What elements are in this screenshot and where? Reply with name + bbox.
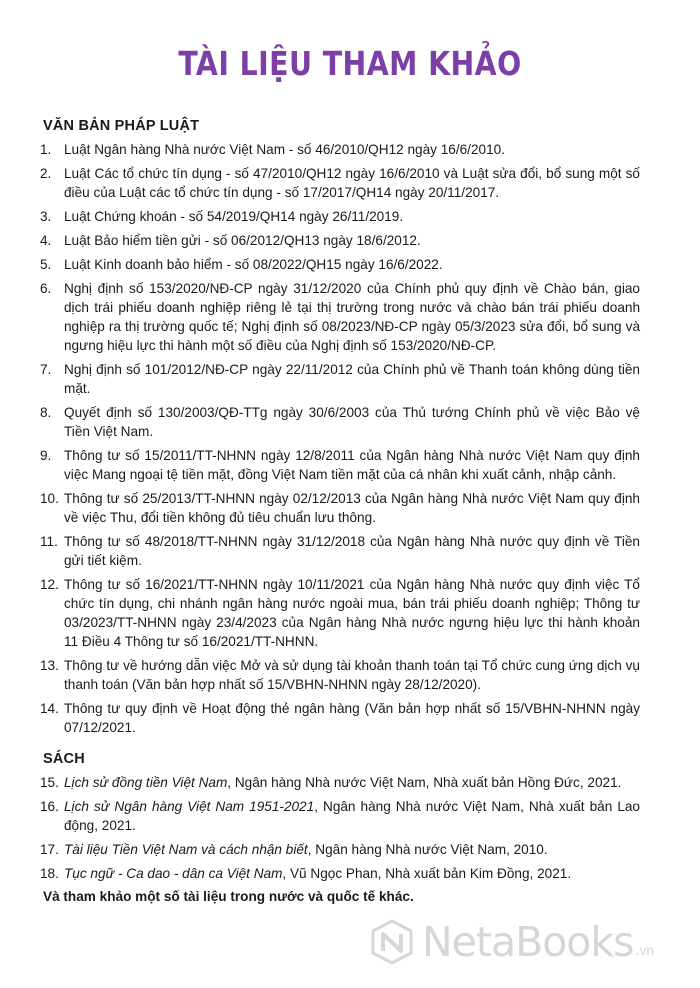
netabooks-logo-icon [368, 918, 416, 966]
list-item: 7. Nghị định số 101/2012/NĐ-CP ngày 22/11/2012 của Chính phủ về Thanh toán không dùng tiền mặt. [40, 362, 640, 396]
legal-list [40, 140, 640, 737]
closing-note: Và tham khảo một số tài liệu trong nước và quốc tế khác. [43, 889, 414, 904]
list-item: 16. Lịch sử Ngân hàng Việt Nam 1951-2021, Ngân hàng Nhà nước Việt Nam, Nhà xuất bản Lao động, 2021. [40, 799, 640, 833]
list-item: 12. Thông tư số 16/2021/TT-NHNN ngày 10/11/2021 của Ngân hàng Nhà nước quy định việc Tổ chức tín dụng, chi nhánh ngân hàng nước ngoài mua, bán trái phiếu doanh nghiệp; Thông tư 03/2023/TT-NHNN ngày 23/4/2023 của Ngân hàng Nhà nước ngưng hiệu lực thi hành khoản 11 Điều 4 Thông tư số 16/2021/TT-NHNN. [40, 577, 640, 649]
list-item: 8. Quyết định số 130/2003/QĐ-TTg ngày 30/6/2003 của Thủ tướng Chính phủ về việc Bảo vệ Tiền Việt Nam. [40, 405, 640, 439]
section-heading-legal: VĂN BẢN PHÁP LUẬT [43, 118, 200, 134]
list-item: 5. Luật Kinh doanh bảo hiểm - số 08/2022/QH15 ngày 16/6/2022. [40, 257, 443, 272]
list-item: 14. Thông tư quy định về Hoạt động thẻ ngân hàng (Văn bản hợp nhất số 15/VBHN-NHNN ngày 07/12/2021. [40, 701, 640, 735]
list-item: 2. Luật Các tổ chức tín dụng - số 47/2010/QH12 ngày 16/6/2010 và Luật sửa đổi, bổ sung một số điều của Luật các tổ chức tín dụng - số 17/2017/QH14 ngày 20/11/2017. [40, 166, 640, 200]
list-item: 4. Luật Bảo hiểm tiền gửi - số 06/2012/QH13 ngày 18/6/2012. [40, 233, 421, 248]
list-item: 18. Tục ngữ - Ca dao - dân ca Việt Nam, Vũ Ngọc Phan, Nhà xuất bản Kim Đồng, 2021. [40, 866, 572, 881]
list-item: 9. Thông tư số 15/2011/TT-NHNN ngày 12/8/2011 của Ngân hàng Nhà nước Việt Nam quy định việc Mang ngoại tệ tiền mặt, đồng Việt Nam tiền mặt của cá nhân khi xuất cảnh, nhập cảnh. [40, 448, 640, 482]
section-heading-books: SÁCH [43, 751, 85, 767]
references-content [40, 118, 640, 904]
list-item: 15. Lịch sử đồng tiền Việt Nam, Ngân hàng Nhà nước Việt Nam, Nhà xuất bản Hồng Đức, 2021. [40, 775, 622, 790]
page-title: TÀI LIỆU THAM KHẢO [178, 44, 522, 83]
watermark-brand: NetaBooks [422, 918, 634, 966]
list-item: 1. Luật Ngân hàng Nhà nước Việt Nam - số 46/2010/QH12 ngày 16/6/2010. [40, 142, 505, 157]
list-item: 13. Thông tư về hướng dẫn việc Mở và sử dụng tài khoản thanh toán tại Tổ chức cung ứng dịch vụ thanh toán (Văn bản hợp nhất số 15/VBHN-NHNN ngày 28/12/2020). [40, 658, 640, 692]
list-item: 17. Tài liệu Tiền Việt Nam và cách nhận biết, Ngân hàng Nhà nước Việt Nam, 2010. [40, 842, 548, 857]
list-item: 10. Thông tư số 25/2013/TT-NHNN ngày 02/12/2013 của Ngân hàng Nhà nước Việt Nam quy định về việc Thu, đổi tiền không đủ tiêu chuẩn lưu thông. [40, 491, 640, 525]
watermark-suffix: .vn [635, 942, 655, 958]
list-item: 3. Luật Chứng khoán - số 54/2019/QH14 ngày 26/11/2019. [40, 209, 404, 224]
list-item: 11. Thông tư số 48/2018/TT-NHNN ngày 31/12/2018 của Ngân hàng Nhà nước quy định về Tiền gửi tiết kiệm. [40, 534, 640, 568]
netabooks-watermark [368, 918, 654, 966]
list-item: 6. Nghị định số 153/2020/NĐ-CP ngày 31/12/2020 của Chính phủ quy định về Chào bán, giao dịch trái phiếu doanh nghiệp riêng lẻ tại thị trường trong nước và chào bán trái phiếu doanh nghiệp ra thị trường quốc tế; Nghị định số 08/2023/NĐ-CP ngày 05/3/2023 sửa đổi, bổ sung và ngưng hiệu lực thi hành một số điều của Nghị định số 153/2020/NĐ-CP. [40, 281, 640, 353]
books-list [40, 773, 640, 883]
